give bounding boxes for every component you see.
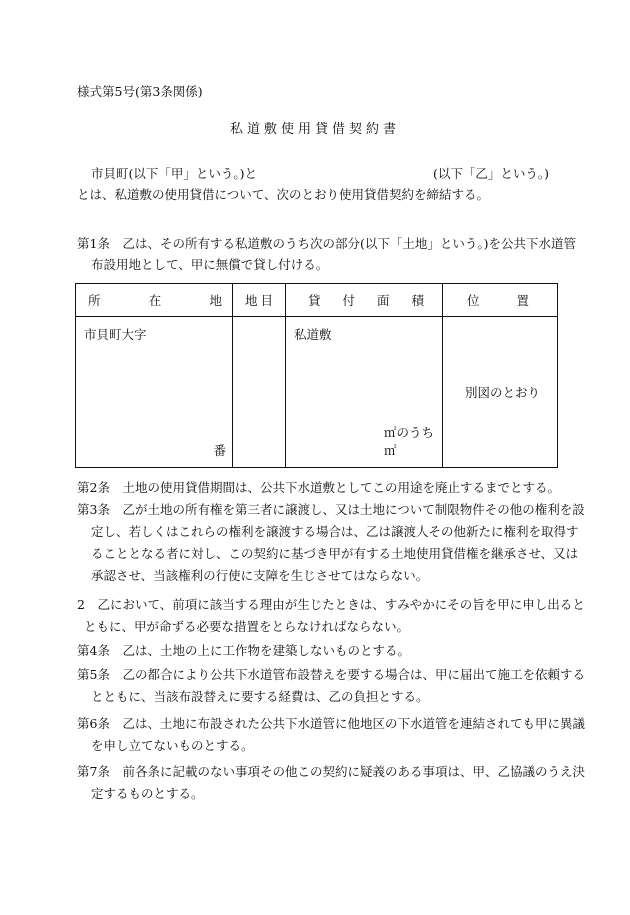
location-value: 市貝町大字	[84, 327, 147, 342]
article-3-para-2-line-2: ともに、甲が命ずる必要な措置をとらなければならない。	[84, 619, 410, 634]
article-3-line-3: ることとなる者に対し、この契約に基づき甲が有する土地使用貸借権を継承させ、又は	[91, 546, 579, 561]
area-value: 私道敷	[294, 327, 332, 342]
party-a-text: 市貝町(以下「甲」という。)と	[91, 166, 258, 181]
header-area: 貸 付 面 積	[286, 284, 443, 317]
header-location: 所 在 地	[76, 284, 233, 317]
position-value: 別図のとおり	[465, 385, 541, 400]
cell-position	[443, 317, 558, 468]
article-5-line-2: とともに、当該布設替えに要する経費は、乙の負担とする。	[91, 689, 429, 704]
area-unit-1: ㎡のうち	[384, 425, 435, 440]
article-2: 第2条 土地の使用貸借期間は、公共下水道敷としてこの用途を廃止するまでとする。	[77, 480, 560, 495]
article-1-line-2: 布設用地として、甲に無償で貸し付ける。	[91, 257, 329, 272]
land-table	[75, 283, 558, 468]
cell-area	[286, 317, 443, 468]
article-1-line-1: 第1条 乙は、その所有する私道敷のうち次の部分(以下「土地」という。)を公共下水道管	[77, 236, 576, 251]
form-number: 様式第5号(第3条関係)	[77, 84, 203, 99]
article-6-line-1: 第6条 乙は、土地に布設された公共下水道管に他地区の下水道管を連結されても甲に異議	[77, 716, 585, 731]
header-position: 位 置	[443, 284, 558, 317]
header-category: 地 目	[233, 284, 286, 317]
article-4: 第4条 乙は、土地の上に工作物を建築しないものとする。	[77, 643, 410, 658]
article-7-line-2: 定するものとする。	[91, 786, 204, 801]
article-6-line-2: を申し立てないものとする。	[91, 738, 254, 753]
area-unit-2: ㎡	[384, 443, 397, 458]
table-header-row	[76, 284, 558, 317]
document-title: 私道敷使用貸借契約書	[229, 122, 400, 137]
cell-location	[76, 317, 233, 468]
article-5-line-1: 第5条 乙の都合により公共下水道管布設替えを要する場合は、甲に届出て施工を依頼する	[77, 667, 585, 682]
cell-category	[233, 317, 286, 468]
lot-suffix: 番	[213, 443, 226, 458]
table-row	[76, 317, 558, 468]
article-3-line-2: 定し、若しくはこれらの権利を譲渡する場合は、乙は譲渡人その他新たに権利を取得す	[91, 524, 579, 539]
party-b-text: (以下「乙」という。)	[433, 166, 550, 181]
article-3-para-2-line-1: 2 乙において、前項に該当する理由が生じたときは、すみやかにその旨を甲に申し出ると	[77, 597, 585, 612]
article-3-line-4: 承認させ、当該権利の行使に支障を生じさせてはならない。	[91, 568, 429, 583]
intro-text: とは、私道敷の使用貸借について、次のとおり使用貸借契約を締結する。	[77, 187, 490, 202]
article-7-line-1: 第7条 前各条に記載のない事項その他この契約に疑義のある事項は、甲、乙協議のうえ決	[77, 764, 585, 779]
article-3-line-1: 第3条 乙が土地の所有権を第三者に譲渡し、又は土地について制限物件その他の権利を設	[77, 502, 585, 517]
